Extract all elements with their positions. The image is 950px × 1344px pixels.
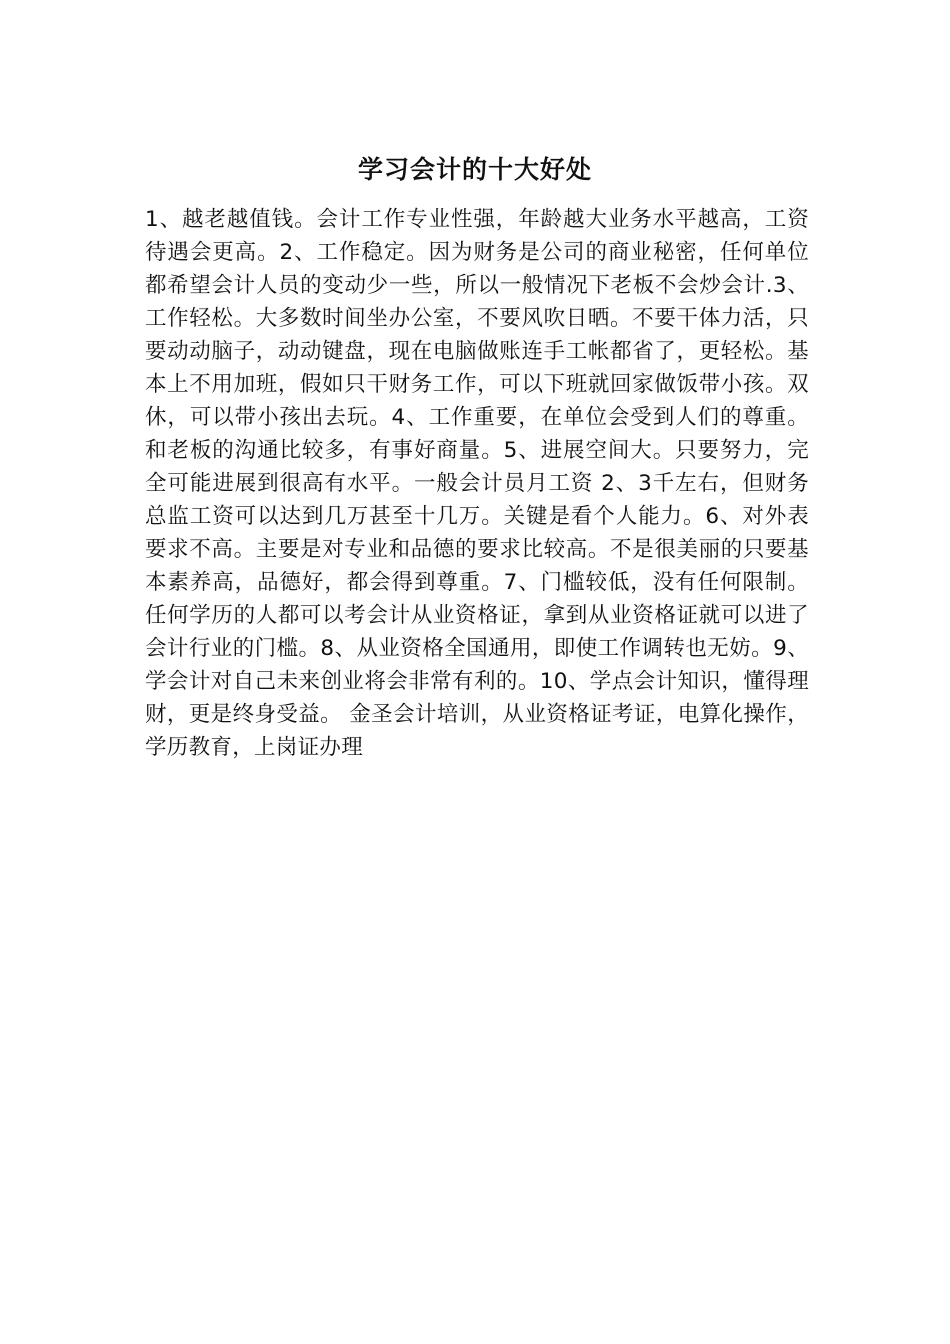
document-title: 学习会计的十大好处 — [357, 155, 592, 184]
document-body-text: 1、越老越值钱。会计工作专业性强，年龄越大业务水平越高，工资待遇会更高。2、工作稳定。因为财务是公司的商业秘密，任何单位都希望会计人员的变动少一些，所以一般情况下老板不会炒会计.3、工作轻松。大多数时间坐办公室，不要风吹日晒。不要干体力活，只要动动脑子，动动键盘，现在电脑做账连手工帐都省了，更轻松。基本上不用加班，假如只干财务工作，可以下班就回家做饭带小孩。双休，可以带小孩出去玩。4、工作重要，在单位会受到人们的尊重。和老板的沟通比较多，有事好商量。5、进展空间大。只要努力，完全可能进展到很高有水平。一般会计员月工资 2、3千左右，但财务总监工资可以达到几万甚至十几万。关键是看个人能力。6、对外表要求不高。主要是对专业和品德的要求比较高。不是很美丽的只要基本素养高，品德好，都会得到尊重。7、门槛较低，没有任何限制。任何学历的人都可以考会计从业资格证，拿到从业资格证就可以进了会计行业的门槛。8、从业资格全国通用，即使工作调转也无妨。9、学会计对自己未来创业将会非常有利的。10、学点会计知识，懂得理财，更是终身受益。 金圣会计培训，从业资格证考证，电算化操作，学历教育，上岗证办理 — [145, 207, 809, 760]
